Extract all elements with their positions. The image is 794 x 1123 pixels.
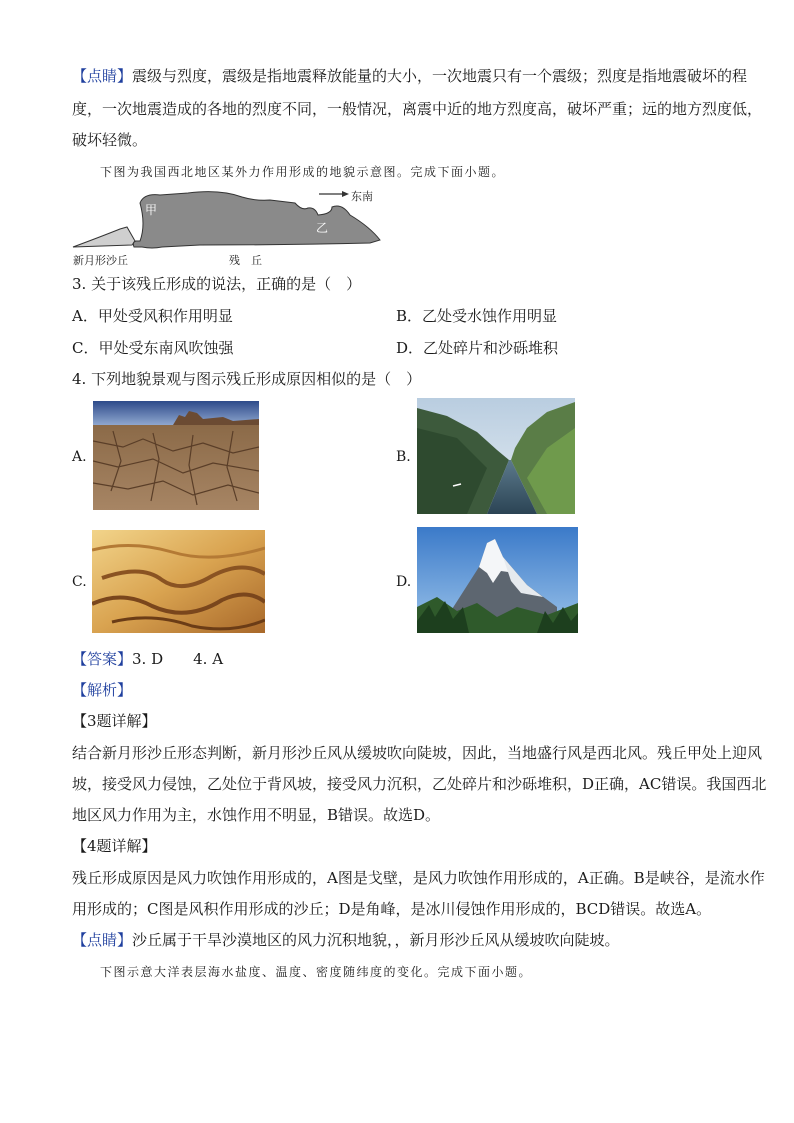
tip-paragraph-1-line-3: 破坏轻微。 [72, 131, 148, 149]
fjord-valley-photo [417, 398, 575, 514]
caption-residual-hill: 残 丘 [229, 254, 262, 267]
answer-tag: 【答案】 [72, 650, 133, 668]
q3-option-b: B．乙处受水蚀作用明显 [396, 307, 558, 325]
q4-detail-line-1: 残丘形成原因是风力吹蚀作用形成的，A图是戈壁，是风力吹蚀作用形成的，A正确。B是峡谷，是流水作 [72, 869, 765, 887]
residual-hill-shape [133, 192, 380, 248]
q3-option-d: D．乙处碎片和沙砾堆积 [396, 339, 559, 357]
analysis-tag: 【解析】 [72, 681, 133, 699]
tip-tag: 【点睛】 [72, 67, 133, 85]
q4-label-d: D. [396, 574, 412, 590]
q4-detail-line-2: 用形成的；C图是风积作用形成的沙丘；D是角峰，是冰川侵蚀作用形成的，BCD错误。故选A。 [72, 900, 712, 918]
q3-option-a: A．甲处受风积作用明显 [72, 307, 233, 325]
sand-dunes-photo [92, 530, 265, 633]
matterhorn-peak-photo [417, 527, 578, 633]
tip-paragraph-2 [72, 930, 620, 950]
intro-text-2: 下图示意大洋表层海水盐度、温度、密度随纬度的变化。完成下面小题。 [100, 965, 533, 979]
q4-label-c: C. [72, 574, 87, 590]
q3-detail-tag: 【3题详解】 [72, 712, 157, 730]
tip-paragraph-1-line-2: 度，一次地震造成的各地的烈度不同，一般情况，离震中近的地方烈度高，破坏严重；远的地方烈度低， [72, 100, 763, 118]
q3-detail-line-1: 结合新月形沙丘形态判断，新月形沙丘风从缓坡吹向陡坡，因此，当地盛行风是西北风。残丘甲处上迎风 [72, 744, 763, 762]
q4-label-b: B. [396, 449, 411, 465]
tip-text-2: 沙丘属于干旱沙漠地区的风力沉积地貌，，新月形沙丘风从缓坡吹向陡坡。 [132, 931, 620, 949]
tip-paragraph-1-line-1 [72, 66, 747, 86]
q3-detail-line-3: 地区风力作用为主，水蚀作用不明显，B错误。故选D。 [72, 806, 441, 824]
crescent-dune-shape [73, 227, 135, 247]
q4-label-a: A. [72, 449, 87, 465]
label-jia: 甲 [145, 203, 158, 217]
caption-crescent-dune: 新月形沙丘 [73, 254, 128, 267]
tip-tag-2: 【点睛】 [72, 931, 133, 949]
q3-stem: 3. 关于该残丘形成的说法，正确的是（ ） [72, 275, 362, 293]
arrowhead-icon [342, 191, 349, 197]
cracked-desert-photo [93, 401, 259, 510]
arrow-label: 东南 [351, 190, 373, 203]
answer-line [72, 649, 223, 669]
intro-text-1: 下图为我国西北地区某外力作用形成的地貌示意图。完成下面小题。 [100, 165, 506, 179]
q3-detail-line-2: 坡，接受风力侵蚀，乙处位于背风坡，接受风力沉积，乙处碎片和沙砾堆积，D正确，AC错误。我国西北 [72, 775, 767, 793]
label-yi: 乙 [316, 221, 329, 235]
q3-option-c: C．甲处受东南风吹蚀强 [72, 339, 234, 357]
tip-text: 震级与烈度，震级是指地震释放能量的大小，一次地震只有一个震级；烈度是指地震破坏的程 [132, 67, 748, 85]
q4-detail-tag: 【4题详解】 [72, 837, 157, 855]
q4-stem: 4. 下列地貌景观与图示残丘形成原因相似的是（ ） [72, 370, 422, 388]
answer-text: 3. D 4. A [132, 650, 224, 668]
